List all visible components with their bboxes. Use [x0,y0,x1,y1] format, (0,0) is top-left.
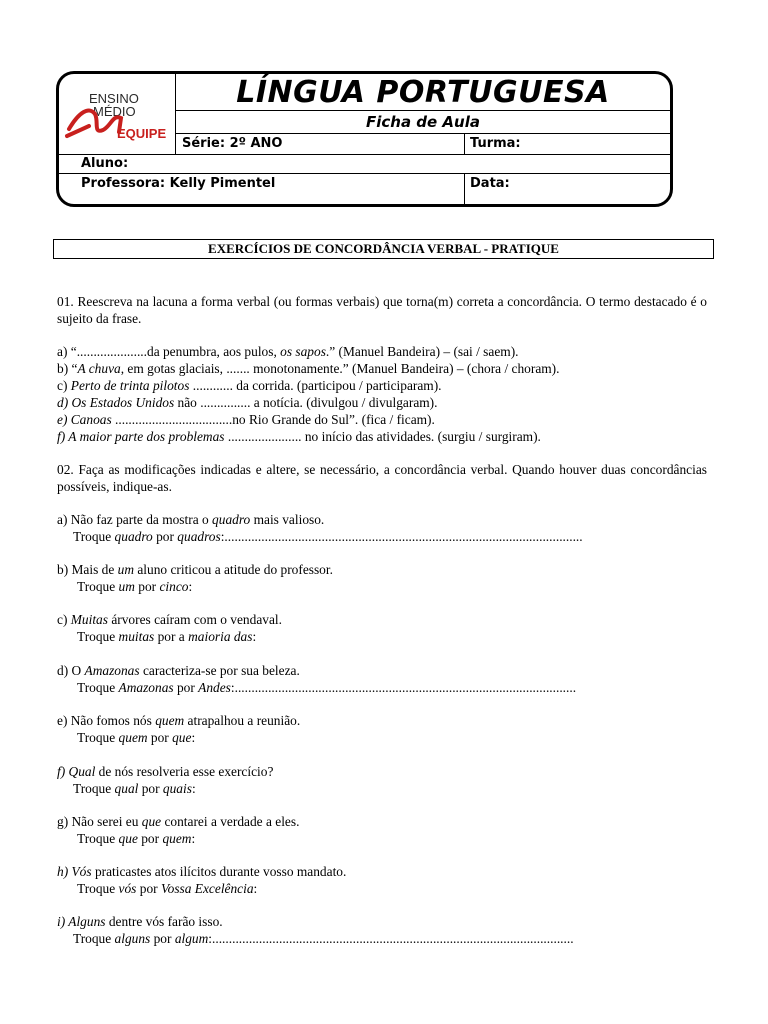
item-text: caracteriza-se por sua beleza. [139,663,300,678]
item-text: Troque [73,931,115,946]
q2-item-sentence [57,611,717,628]
professora-field: Professora: Kelly Pimentel [81,176,276,191]
answer-blank: :........................................................................................................... [220,529,583,544]
q2-item-sentence [57,662,717,679]
turma-field: Turma: [470,136,521,151]
item-text: por [147,730,173,745]
item-text: , em gotas glaciais, ....... monotonamente.” (Manuel Bandeira) – (chora / choram). [120,361,560,376]
item-text: Troque [77,831,119,846]
item-subject: Muitas [70,612,108,627]
q2-statement: 02. Faça as modificações indicadas e altere, se necessário, a concordância verbal. Quando houver duas concordâncias possíveis, indique-as. [57,462,707,494]
item-text: c) [57,612,71,627]
q2-item-instruction [73,930,733,947]
q2-item-sentence [57,863,717,880]
item-term: quadros [177,529,221,544]
answer-blank: : [253,881,258,896]
page-title: LÍNGUA PORTUGUESA [236,75,610,110]
item-text: por [173,680,199,695]
item-text: por [138,781,163,796]
item-text: mais valioso. [250,512,325,527]
item-term: quadro [114,529,153,544]
item-text: por [152,529,178,544]
q2-item-sentence [57,712,717,729]
item-text: por [136,881,161,896]
item-term: Andes [198,680,231,695]
q2-item-instruction [77,679,737,696]
serie-field: Série: 2º ANO [182,136,283,151]
item-text: por [150,931,175,946]
item-subject: Amazonas [84,663,140,678]
item-text: por [137,831,163,846]
aluno-field: Aluno: [81,156,129,171]
item-subject: e) Canoas [57,412,112,427]
q2-item-sentence [57,913,717,930]
item-text: atrapalhou a reunião. [184,713,301,728]
item-term: maioria das [188,629,253,644]
item-text: c) [57,378,71,393]
item-text: .” (Manuel Bandeira) – (sai / saem). [325,344,519,359]
item-subject: Perto de trinta pilotos [70,378,190,393]
item-term: quais [162,781,192,796]
item-subject: os sapos [280,344,326,359]
q2-item-sentence [57,763,717,780]
q2-item-instruction [77,830,737,847]
item-text: ...................................no Rio Grande do Sul”. (fica / ficam). [111,412,435,427]
item-subject: h) Vós [57,864,92,879]
item-subject: um [117,562,134,577]
q2-item-instruction [73,528,733,545]
q2-item-sentence [57,561,717,578]
item-text: Troque [77,680,119,695]
item-text: praticastes atos ilícitos durante vosso mandato. [91,864,347,879]
item-text: de nós resolveria esse exercício? [95,764,274,779]
q1-item [57,360,717,377]
item-text: Troque [73,529,115,544]
item-subject: f) Qual [57,764,96,779]
item-text: b) Mais de [57,562,118,577]
item-text: não ............... a notícia. (divulgou / divulgaram). [174,395,438,410]
q2-item-instruction [77,729,737,746]
item-term: algum [174,931,209,946]
item-term: vós [118,881,137,896]
item-term: cinco [159,579,189,594]
item-term: qual [114,781,139,796]
section-title: EXERCÍCIOS DE CONCORDÂNCIA VERBAL - PRATIQUE [53,239,714,259]
q2-item-instruction [77,880,737,897]
logo-line3: EQUIPE [117,126,167,141]
item-subject: quadro [212,512,251,527]
item-term: Vossa Excelência [160,881,254,896]
item-term: quem [162,831,192,846]
answer-blank: : [191,831,196,846]
item-text: dentre vós farão isso. [105,914,223,929]
q1-item [57,428,717,445]
q2-item-sentence [57,511,717,528]
item-text: contarei a verdade a eles. [161,814,300,829]
q1-item [57,394,717,411]
answer-blank: : [191,730,196,745]
answer-blank: : [252,629,257,644]
item-text: aluno criticou a atitude do professor. [134,562,333,577]
item-term: que [172,730,192,745]
answer-blank: :............................................................................................................ [208,931,574,946]
item-text: Troque [77,881,119,896]
q1-item [57,343,717,360]
q1-statement: 01. Reescreva na lacuna a forma verbal (ou formas verbais) que torna(m) correta a concordância. O termo destacado é o sujeito da frase. [57,294,707,326]
q2-item-instruction [77,578,737,595]
item-text: a) Não faz parte da mostra o [57,512,213,527]
answer-blank: : [191,781,196,796]
item-text: árvores caíram com o vendaval. [107,612,282,627]
item-text: g) Não serei eu [57,814,142,829]
item-text: Troque [73,781,115,796]
page-subtitle: Ficha de Aula [366,113,480,131]
item-subject: A chuva [77,361,121,376]
q1-item [57,377,717,394]
item-text: Troque [77,730,119,745]
item-subject: f) A maior parte dos problemas [57,429,225,444]
q2-item-instruction [73,780,733,797]
item-subject: i) Alguns [57,914,106,929]
header-box [56,71,673,207]
item-text: ...................... no início das atividades. (surgiu / surgiram). [224,429,541,444]
logo-line1: ENSINO [89,91,139,106]
item-text: Troque [77,579,119,594]
item-text: b) “ [57,361,78,376]
item-text: Troque [77,629,119,644]
item-text: e) Não fomos nós [57,713,156,728]
q2-item-instruction [77,628,737,645]
q2-item-sentence [57,813,717,830]
logo-line2: MÉDIO [93,104,136,119]
item-term: quem [118,730,148,745]
item-term: um [118,579,135,594]
item-text: a) “ [57,344,77,359]
answer-blank: : [188,579,193,594]
item-term: Amazonas [118,680,174,695]
item-term: alguns [114,931,151,946]
item-term: que [118,831,138,846]
item-subject: quem [155,713,185,728]
item-term: muitas [118,629,155,644]
item-text: .....................da penumbra, aos pulos, [76,344,281,359]
item-text: d) O [57,663,85,678]
item-subject: que [141,814,162,829]
item-text: por a [154,629,189,644]
data-field: Data: [470,176,510,191]
q1-item [57,411,717,428]
item-text: por [134,579,160,594]
item-subject: d) Os Estados Unidos [57,395,175,410]
item-text: ............ da corrida. (participou / participaram). [189,378,442,393]
answer-blank: :...................................................................................................... [230,680,577,695]
school-logo [59,74,175,154]
